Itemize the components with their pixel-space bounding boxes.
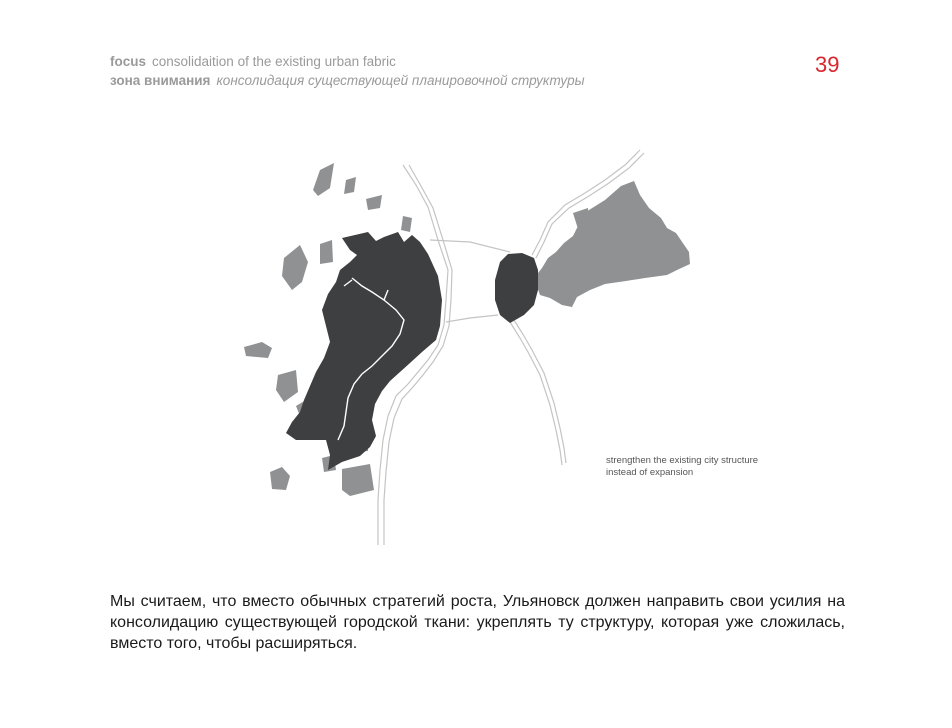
header-russian-keyword: зона внимания [110, 73, 211, 88]
outlying-area [244, 342, 272, 358]
header-russian-description: консолидация существующей планировочной структуры [216, 73, 585, 88]
outlying-area [282, 245, 308, 290]
outlying-area [320, 240, 333, 264]
consolidated-core [286, 232, 538, 470]
bridge-south [446, 315, 498, 322]
body-paragraph: Мы считаем, что вместо обычных стратегий роста, Ульяновск должен направить свои усилия на консолидацию существующей городской ткани: укреплять ту структуру, которая уже сложилась, вместо того, чтобы расширяться. [110, 593, 845, 652]
outlying-area [344, 177, 356, 194]
outlying-area [401, 216, 412, 232]
zavolzhye-district [534, 181, 690, 307]
east-stream-a [510, 322, 562, 465]
outlying-area [276, 370, 298, 402]
page-number: 39 [815, 52, 840, 77]
map-caption-line-1: strengthen the existing city structure [606, 455, 759, 466]
outlying-area [313, 163, 334, 196]
outlying-area [270, 467, 290, 490]
city-core-west-bank [286, 232, 442, 470]
map-caption-line-2: instead of expansion [606, 467, 694, 478]
east-bridgehead [495, 253, 538, 323]
outlying-areas [244, 163, 690, 496]
outlying-area [366, 195, 382, 210]
header-english-description: consolidaition of the existing urban fabric [152, 54, 396, 69]
map-caption [606, 455, 758, 479]
header-english-keyword: focus [110, 54, 147, 69]
outlying-area [342, 464, 374, 496]
